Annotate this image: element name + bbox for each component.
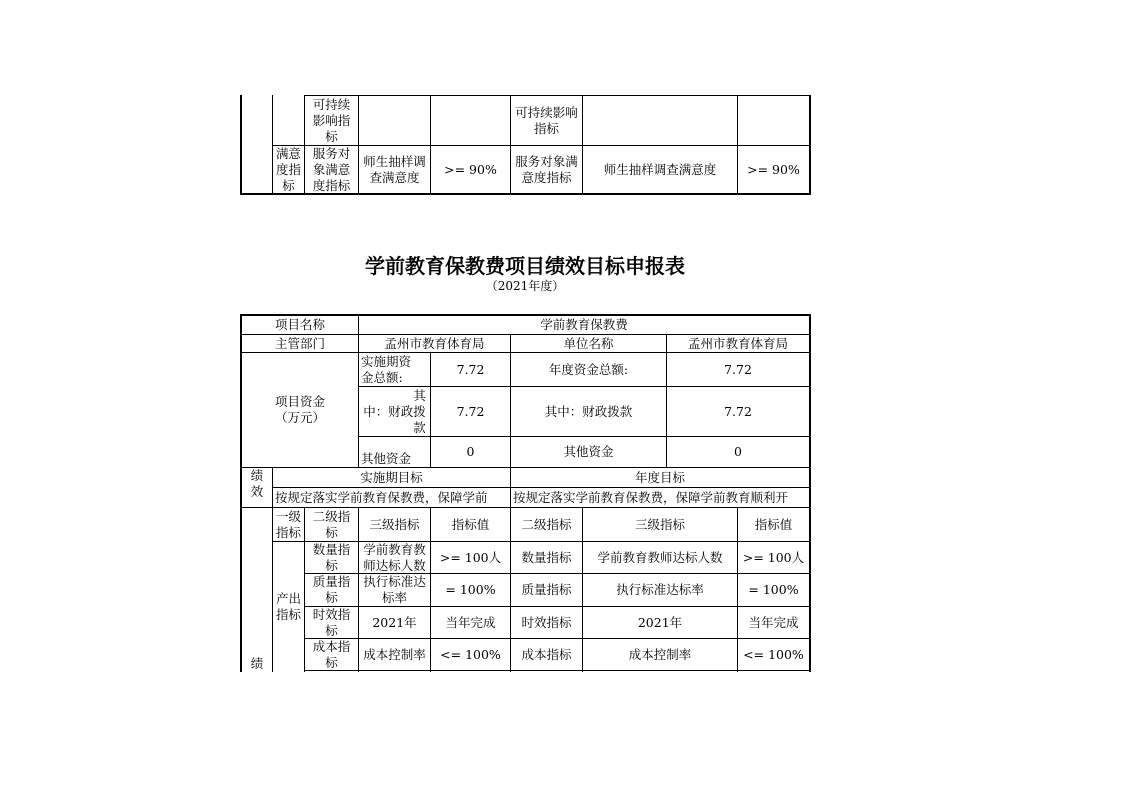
- timeliness-second-level-annual: 时效指标: [521, 614, 572, 630]
- page-subtitle: （2021年度）: [485, 279, 565, 293]
- top-sub-indicator-satisfaction: 服务对 象满意 度指标: [312, 146, 351, 193]
- unit: 孟州市教育体育局: [687, 335, 788, 351]
- header-second-level: 二级指 标: [312, 508, 351, 540]
- top-first-level-satisfaction: 满意 度指 标: [275, 146, 301, 193]
- cost-value: <= 100%: [440, 646, 501, 662]
- timeliness-second-level: 时效指 标: [312, 607, 351, 638]
- impl-goal-text: 按规定落实学前教育保教费，保障学前: [275, 489, 488, 505]
- header-third-level-annual: 三级指标: [634, 516, 685, 532]
- cost-second-level: 成本指 标: [312, 639, 351, 670]
- impl-goal-label: 实施期目标: [360, 469, 423, 485]
- quality-second-level: 质量指 标: [312, 574, 351, 605]
- header-value-annual: 指标值: [754, 516, 793, 532]
- project-name: 学前教育保教费: [540, 317, 628, 332]
- timeliness-third-level-annual: 2021年: [637, 614, 683, 630]
- quantity-value-annual: >= 100人: [742, 549, 805, 565]
- top-sub-indicator-satisfaction-annual: 服务对象满 意度指标: [515, 153, 578, 185]
- annual-goal-label: 年度目标: [634, 469, 685, 485]
- fiscal-funds-label: 其 中：财政拨 款: [363, 387, 426, 435]
- annual-other-label: 其他资金: [563, 444, 614, 459]
- cost-third-level: 成本控制率: [363, 646, 426, 662]
- quantity-second-level: 数量指 标: [312, 542, 351, 573]
- project-name-label: 项目名称: [274, 317, 325, 332]
- output-indicator-label: 产出 指标: [275, 591, 301, 622]
- total-funds-label: 实施期资 金总额:: [361, 353, 412, 385]
- quality-third-level-annual: 执行标准达标率: [616, 582, 704, 597]
- annual-fiscal-label: 其中：财政拨款: [544, 403, 633, 419]
- quality-value: = 100%: [445, 582, 496, 597]
- annual-fiscal-value: 7.72: [724, 403, 752, 419]
- quality-second-level-annual: 质量指标: [521, 582, 572, 597]
- cost-third-level-annual: 成本控制率: [628, 646, 692, 662]
- annual-goal-text: 按规定落实学前教育保教费，保障学前教育顺利开: [513, 489, 789, 505]
- header-third-level: 三级指标: [369, 516, 420, 532]
- top-third-level-satisfaction: 师生抽样调 查满意度: [363, 153, 426, 185]
- quality-value-annual: = 100%: [748, 582, 799, 597]
- unit-label: 单位名称: [563, 335, 614, 351]
- quantity-third-level: 学前教育教 师达标人数: [363, 542, 426, 573]
- annual-total-label: 年度资金总额:: [548, 361, 629, 377]
- top-third-level-satisfaction-annual: 师生抽样调查满意度: [603, 161, 717, 177]
- header-second-level-annual: 二级指标: [521, 516, 572, 532]
- top-value-satisfaction-annual: >= 90%: [747, 161, 800, 177]
- annual-other-value: 0: [734, 444, 742, 459]
- annual-total-value: 7.72: [724, 361, 752, 377]
- funds-label: 项目资金 （万元）: [274, 394, 325, 425]
- quantity-second-level-annual: 数量指标: [521, 549, 572, 565]
- top-value-satisfaction: >= 90%: [444, 161, 497, 177]
- timeliness-third-level: 2021年: [372, 614, 417, 630]
- department-label: 主管部门: [274, 335, 325, 351]
- fiscal-funds-value: 7.72: [456, 403, 485, 419]
- other-funds-label: 其他资金: [361, 451, 412, 466]
- header-first-level: 一级 指标: [275, 508, 301, 540]
- header-value: 指标值: [451, 516, 490, 532]
- other-funds-value: 0: [466, 444, 475, 459]
- timeliness-value: 当年完成: [445, 614, 496, 630]
- quantity-third-level-annual: 学前教育教师达标人数: [597, 549, 723, 565]
- performance-indicator-label: 绩: [250, 656, 264, 671]
- quantity-value: >= 100人: [439, 549, 502, 565]
- cost-value-annual: <= 100%: [743, 646, 804, 662]
- total-funds-value: 7.72: [456, 361, 485, 377]
- performance-goal-label: 绩 效: [250, 468, 264, 499]
- cost-second-level-annual: 成本指标: [521, 646, 572, 662]
- top-sub-indicator-sustain-annual: 可持续影响 指标: [515, 104, 578, 136]
- top-sub-indicator-sustain: 可持续 影响指 标: [312, 96, 351, 144]
- department: 孟州市教育体育局: [384, 335, 485, 351]
- page-title: 学前教育保教费项目绩效目标申报表: [365, 254, 685, 278]
- timeliness-value-annual: 当年完成: [748, 614, 799, 630]
- quality-third-level: 执行标准达 标率: [363, 574, 426, 605]
